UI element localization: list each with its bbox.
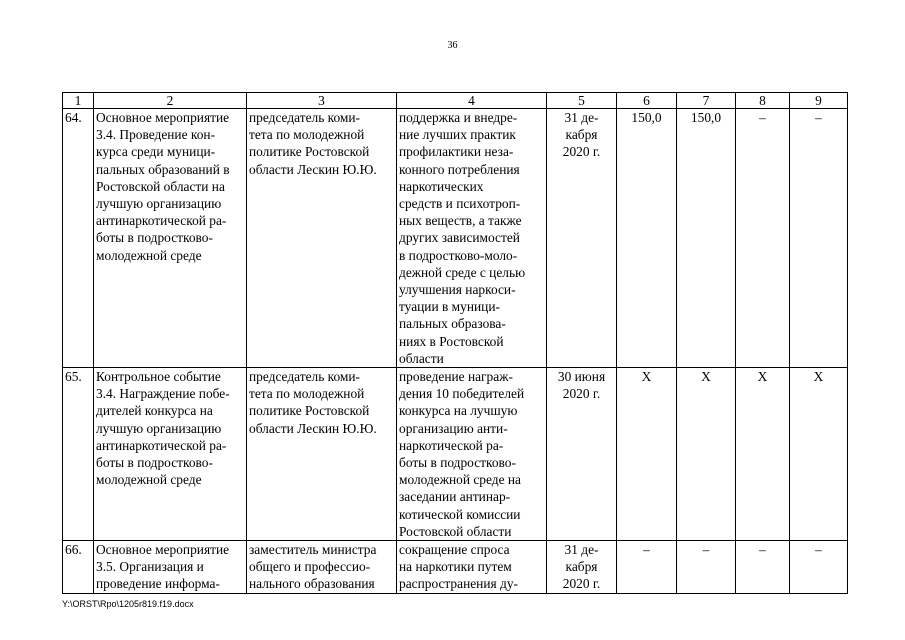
event-name-line: 3.5. Организация и bbox=[96, 559, 204, 575]
executor-line: общего и профессио- bbox=[249, 559, 371, 575]
value-col-8: – bbox=[736, 109, 790, 368]
expected-result-line: боты в подростково- bbox=[399, 455, 516, 471]
deadline-cell bbox=[547, 541, 617, 594]
expected-result-line: дения 10 победителей bbox=[399, 386, 525, 402]
row-number: 66. bbox=[63, 541, 94, 594]
deadline-line: 31 де- bbox=[564, 110, 599, 125]
event-name-line: антинаркотической ра- bbox=[96, 437, 227, 453]
event-name-line: 3.4. Проведение кон- bbox=[96, 127, 216, 143]
page-number: 36 bbox=[447, 40, 458, 51]
expected-result-line: Ростовской области bbox=[399, 523, 512, 539]
header-col-2: 2 bbox=[94, 93, 247, 109]
value-col-7: Х bbox=[677, 368, 736, 541]
value-col-9: Х bbox=[790, 368, 848, 541]
expected-result-line: туации в муници- bbox=[399, 299, 500, 315]
event-name-line: Ростовской области на bbox=[96, 178, 225, 194]
expected-result-line: организацию анти- bbox=[399, 420, 508, 436]
event-name-line: лучшую организацию bbox=[96, 196, 222, 212]
deadline-line: 2020 г. bbox=[562, 576, 601, 592]
expected-result-line: котической комиссии bbox=[399, 506, 521, 522]
expected-result-line: на наркотики путем bbox=[399, 559, 512, 575]
executor-cell bbox=[247, 541, 397, 594]
expected-result-cell bbox=[397, 541, 547, 594]
plan-table bbox=[62, 92, 848, 594]
event-name-line: молодежной среде bbox=[96, 472, 202, 488]
table-header bbox=[63, 93, 848, 109]
file-path-footer: Y:\ORST\Rpo\1205r819.f19.docx bbox=[62, 599, 194, 609]
executor-line: области Лескин Ю.Ю. bbox=[249, 161, 377, 177]
expected-result-line: ниях в Ростовской bbox=[399, 333, 504, 349]
value-col-7: 150,0 bbox=[677, 109, 736, 368]
value-col-6: – bbox=[617, 541, 677, 594]
header-row bbox=[63, 93, 848, 109]
event-name-line: антинаркотической ра- bbox=[96, 213, 227, 229]
executor-line: тета по молодежной bbox=[249, 127, 365, 143]
expected-result-line: конкурса на лучшую bbox=[399, 403, 518, 419]
executor-line: председатель коми- bbox=[249, 369, 361, 385]
deadline-line: кабря bbox=[565, 127, 598, 143]
expected-result-line: наркотической ра- bbox=[399, 437, 504, 453]
header-col-8: 8 bbox=[736, 93, 790, 109]
header-col-1: 1 bbox=[63, 93, 94, 109]
expected-result-line: молодежной среде на bbox=[399, 472, 521, 488]
expected-result-line: конного потребления bbox=[399, 161, 520, 177]
row-number: 65. bbox=[63, 368, 94, 541]
header-col-3: 3 bbox=[247, 93, 397, 109]
expected-result-line: пальных образова- bbox=[399, 316, 506, 332]
value-col-9: – bbox=[790, 109, 848, 368]
expected-result-line: ных веществ, а также bbox=[399, 213, 522, 229]
event-name-line: курса среди муници- bbox=[96, 144, 216, 160]
table-row bbox=[63, 368, 848, 541]
header-col-7: 7 bbox=[677, 93, 736, 109]
expected-result-line: наркотических bbox=[399, 178, 484, 194]
event-name-line: 3.4. Награждение побе- bbox=[96, 386, 230, 402]
value-col-8: – bbox=[736, 541, 790, 594]
event-name-line: Контрольное событие bbox=[96, 369, 221, 385]
expected-result-line: проведение награж- bbox=[399, 369, 513, 385]
row-number: 64. bbox=[63, 109, 94, 368]
expected-result-cell bbox=[397, 109, 547, 368]
deadline-line: 2020 г. bbox=[562, 144, 601, 160]
expected-result-line: профилактики неза- bbox=[399, 144, 514, 160]
value-col-6: 150,0 bbox=[617, 109, 677, 368]
expected-result-line: области bbox=[399, 350, 444, 366]
deadline-line: 2020 г. bbox=[562, 386, 601, 402]
header-col-6: 6 bbox=[617, 93, 677, 109]
deadline-line: кабря bbox=[565, 559, 598, 575]
header-col-4: 4 bbox=[397, 93, 547, 109]
executor-line: нального образования bbox=[249, 576, 375, 592]
expected-result-line: заседании антинар- bbox=[399, 489, 511, 505]
executor-cell bbox=[247, 368, 397, 541]
table-row bbox=[63, 541, 848, 594]
expected-result-line: ние лучших практик bbox=[399, 127, 516, 143]
event-name-cell bbox=[94, 109, 247, 368]
executor-line: председатель коми- bbox=[249, 110, 361, 125]
event-name-cell bbox=[94, 368, 247, 541]
header-col-5: 5 bbox=[547, 93, 617, 109]
expected-result-line: в подростково-моло- bbox=[399, 247, 518, 263]
executor-cell bbox=[247, 109, 397, 368]
expected-result-cell bbox=[397, 368, 547, 541]
deadline-cell bbox=[547, 368, 617, 541]
value-col-7: – bbox=[677, 541, 736, 594]
expected-result-line: других зависимостей bbox=[399, 230, 520, 246]
event-name-line: лучшую организацию bbox=[96, 420, 222, 436]
value-col-9: – bbox=[790, 541, 848, 594]
deadline-line: 30 июня bbox=[557, 369, 606, 385]
event-name-line: Основное мероприятие bbox=[96, 110, 230, 125]
executor-line: области Лескин Ю.Ю. bbox=[249, 420, 377, 436]
event-name-line: дителей конкурса на bbox=[96, 403, 213, 419]
event-name-line: Основное мероприятие bbox=[96, 542, 230, 558]
header-col-9: 9 bbox=[790, 93, 848, 109]
event-name-line: боты в подростково- bbox=[96, 455, 213, 471]
executor-line: заместитель министра bbox=[249, 542, 377, 558]
expected-result-line: средств и психотроп- bbox=[399, 196, 521, 212]
expected-result-line: улучшения наркоси- bbox=[399, 282, 516, 298]
event-name-line: боты в подростково- bbox=[96, 230, 213, 246]
event-name-cell bbox=[94, 541, 247, 594]
deadline-line: 31 де- bbox=[564, 542, 599, 558]
table-row bbox=[63, 109, 848, 368]
value-col-6: Х bbox=[617, 368, 677, 541]
table-body bbox=[63, 109, 848, 594]
executor-line: политике Ростовской bbox=[249, 403, 370, 419]
executor-line: тета по молодежной bbox=[249, 386, 365, 402]
expected-result-line: поддержка и внедре- bbox=[399, 110, 518, 125]
expected-result-line: распространения ду- bbox=[399, 576, 518, 592]
event-name-line: пальных образований в bbox=[96, 161, 230, 177]
value-col-8: Х bbox=[736, 368, 790, 541]
deadline-cell bbox=[547, 109, 617, 368]
event-name-line: проведение информа- bbox=[96, 576, 220, 592]
expected-result-line: сокращение спроса bbox=[399, 542, 510, 558]
executor-line: политике Ростовской bbox=[249, 144, 370, 160]
event-name-line: молодежной среде bbox=[96, 247, 202, 263]
expected-result-line: дежной среде с целью bbox=[399, 264, 526, 280]
